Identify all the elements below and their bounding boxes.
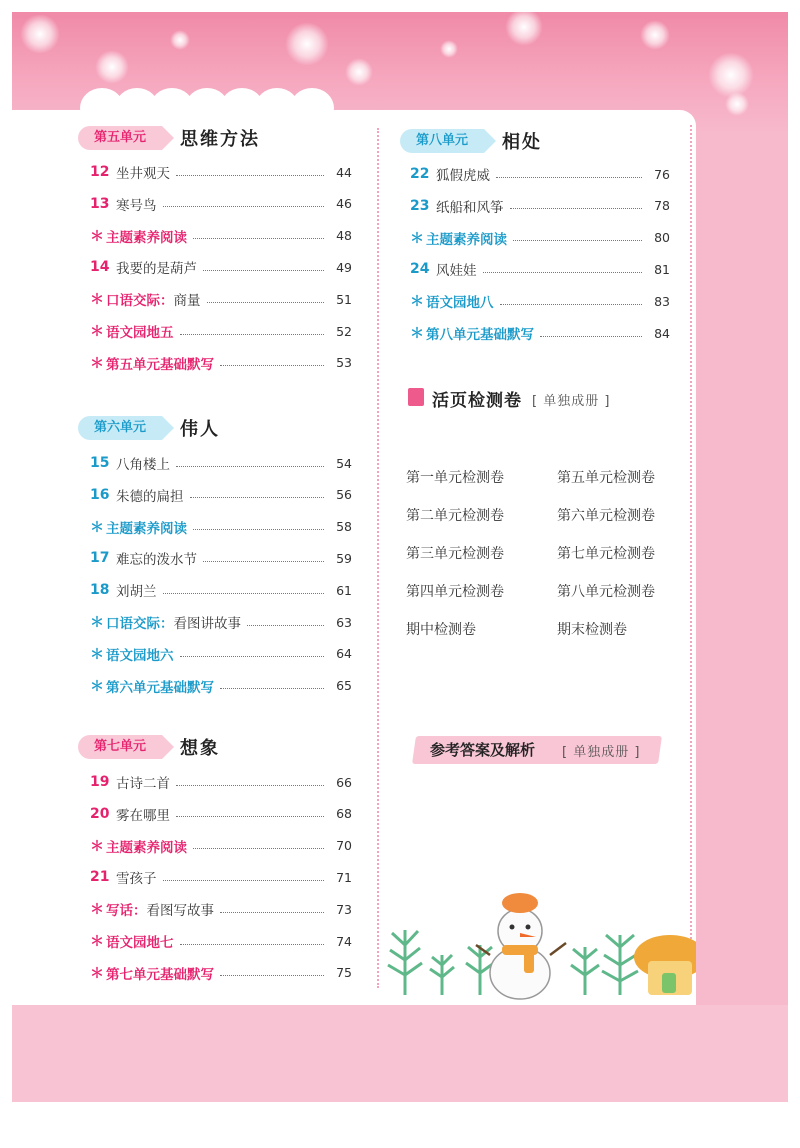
- asterisk-icon: ＊: [90, 902, 104, 919]
- toc-row[interactable]: [410, 194, 670, 218]
- page-number: 65: [336, 678, 352, 694]
- special-title: 语文园地八: [426, 295, 494, 312]
- lesson-number: 16: [90, 486, 110, 503]
- page-number: 48: [336, 228, 352, 244]
- page-number: 52: [336, 323, 352, 339]
- toc-row[interactable]: [90, 961, 352, 985]
- answer-title: 参考答案及解析: [430, 741, 536, 759]
- page-number: 46: [336, 196, 352, 212]
- toc-row[interactable]: [90, 578, 352, 602]
- special-title: 第八单元基础默写: [426, 327, 534, 343]
- test-item[interactable]: 期末检测卷: [557, 622, 627, 638]
- special-title: 主题素养阅读: [426, 231, 507, 248]
- special-subtitle: 看图讲故事: [173, 616, 241, 632]
- toc-row[interactable]: [90, 483, 352, 507]
- dot-leader: [193, 529, 324, 530]
- test-item[interactable]: 第七单元检测卷: [557, 546, 655, 562]
- toc-row[interactable]: [90, 610, 352, 634]
- dot-leader: [500, 304, 643, 305]
- lesson-title: 寒号鸟: [116, 197, 157, 214]
- dot-leader: [247, 625, 324, 626]
- sparkle: [95, 50, 129, 84]
- asterisk-icon: ＊: [90, 355, 104, 372]
- unit-tag: 第七单元: [78, 735, 162, 759]
- special-title: 口语交际：: [106, 293, 174, 310]
- sparkle: [20, 14, 60, 54]
- dot-leader: [220, 688, 324, 689]
- asterisk-icon: ＊: [90, 678, 104, 695]
- toc-row[interactable]: [90, 865, 352, 889]
- dot-leader: [220, 912, 324, 913]
- toc-row[interactable]: [410, 289, 670, 313]
- lesson-title: 狐假虎威: [436, 168, 490, 184]
- page-number: 51: [336, 291, 352, 307]
- asterisk-icon: ＊: [90, 934, 104, 950]
- asterisk-icon: ＊: [90, 646, 104, 663]
- special-subtitle: 商量: [173, 293, 201, 310]
- dot-leader: [190, 497, 325, 498]
- lesson-number: 14: [90, 259, 110, 276]
- toc-row[interactable]: [90, 770, 352, 794]
- dot-leader: [193, 848, 324, 849]
- page-number: 73: [336, 901, 352, 917]
- toc-row[interactable]: [410, 162, 670, 186]
- asterisk-icon: ＊: [90, 838, 104, 855]
- lesson-title: 八角楼上: [116, 457, 170, 473]
- page-number: 61: [336, 582, 352, 598]
- snowman-icon: [476, 893, 566, 999]
- page-number: 66: [336, 774, 352, 790]
- toc-row[interactable]: [410, 321, 670, 345]
- tree-icon: [602, 935, 638, 995]
- page-number: 81: [654, 261, 670, 277]
- toc-row[interactable]: [90, 192, 352, 216]
- dot-leader: [513, 240, 642, 241]
- mushroom-house-icon: [634, 935, 696, 995]
- asterisk-icon: ＊: [90, 228, 104, 245]
- booklet-icon: [408, 388, 424, 406]
- special-title: 语文园地六: [106, 647, 174, 664]
- page-number: 49: [336, 259, 352, 275]
- test-item[interactable]: 第二单元检测卷: [406, 508, 504, 524]
- special-title: 写话：: [106, 903, 147, 920]
- asterisk-icon: ＊: [90, 965, 104, 982]
- test-item[interactable]: 第五单元检测卷: [557, 470, 655, 486]
- lesson-number: 18: [90, 582, 110, 599]
- toc-row[interactable]: [90, 515, 352, 539]
- lesson-number: 22: [410, 166, 430, 182]
- sparkle: [725, 92, 749, 116]
- page-number: 71: [336, 869, 352, 885]
- special-title: 第七单元基础默写: [106, 966, 214, 983]
- dot-leader: [220, 975, 324, 976]
- lesson-title: 难忘的泼水节: [116, 552, 197, 569]
- unit-header: [78, 415, 220, 441]
- unit-tag: 第八单元: [400, 129, 484, 153]
- sparkle: [640, 20, 670, 50]
- test-item[interactable]: 第三单元检测卷: [406, 546, 504, 562]
- toc-row[interactable]: [410, 257, 670, 281]
- lesson-number: 20: [90, 805, 110, 822]
- asterisk-icon: ＊: [410, 326, 424, 342]
- tree-icon: [571, 947, 599, 995]
- page-number: 44: [336, 164, 352, 180]
- asterisk-icon: ＊: [90, 615, 104, 631]
- unit-title: 思维方法: [180, 129, 261, 150]
- special-subtitle: 看图写故事: [146, 903, 214, 920]
- test-item[interactable]: 第八单元检测卷: [557, 584, 655, 600]
- asterisk-icon: ＊: [90, 519, 104, 536]
- test-item[interactable]: 第一单元检测卷: [406, 470, 504, 486]
- toc-row[interactable]: [90, 451, 352, 475]
- dot-leader: [176, 175, 324, 176]
- sparkle: [505, 8, 543, 46]
- page-number: 59: [336, 550, 352, 566]
- page-number: 64: [336, 646, 352, 662]
- toc-row[interactable]: [410, 226, 670, 250]
- toc-row[interactable]: [90, 802, 352, 826]
- unit-title: 伟人: [180, 419, 221, 440]
- special-title: 主题素养阅读: [106, 229, 187, 246]
- page-number: 76: [654, 166, 670, 182]
- tree-icon: [388, 930, 422, 995]
- dot-leader: [483, 272, 643, 273]
- lesson-title: 风娃娃: [436, 263, 477, 280]
- dot-leader: [176, 466, 324, 467]
- special-title: 语文园地五: [106, 325, 174, 341]
- page-number: 80: [654, 230, 670, 246]
- page-number: 54: [336, 455, 352, 471]
- sparkle: [170, 30, 190, 50]
- toc-row[interactable]: [90, 674, 352, 698]
- toc-row[interactable]: [90, 224, 352, 248]
- dot-leader: [540, 336, 642, 337]
- page-number: 53: [336, 355, 352, 371]
- special-title: 口语交际：: [106, 616, 174, 632]
- column-divider: [377, 128, 379, 988]
- dot-leader: [203, 270, 324, 271]
- lesson-number: 24: [410, 261, 430, 278]
- unit-header: [400, 128, 542, 154]
- special-title: 语文园地七: [106, 935, 174, 951]
- dot-leader: [163, 880, 325, 881]
- dot-leader: [176, 785, 324, 786]
- page-number: 70: [336, 838, 352, 854]
- dot-leader: [220, 365, 324, 366]
- asterisk-icon: ＊: [410, 294, 424, 311]
- toc-row[interactable]: [90, 351, 352, 375]
- dot-leader: [180, 656, 325, 657]
- page-number: 58: [336, 519, 352, 535]
- dot-leader: [510, 208, 643, 209]
- asterisk-icon: ＊: [90, 292, 104, 309]
- unit-title: 想象: [180, 738, 221, 759]
- answer-note: [ 单独成册 ]: [562, 745, 641, 760]
- huoye-title: 活页检测卷: [432, 391, 522, 411]
- page-number: 56: [336, 487, 352, 503]
- page-number: 75: [336, 965, 352, 981]
- toc-row[interactable]: [90, 287, 352, 311]
- page-number: 83: [654, 293, 670, 309]
- lesson-title: 坐井观天: [116, 166, 170, 182]
- lesson-number: 23: [410, 197, 430, 214]
- lesson-number: 15: [90, 455, 110, 471]
- test-item[interactable]: 期中检测卷: [406, 622, 476, 638]
- sparkle: [708, 52, 754, 98]
- special-title: 第五单元基础默写: [106, 356, 214, 373]
- lesson-title: 我要的是葫芦: [116, 261, 197, 278]
- lesson-number: 13: [90, 195, 110, 212]
- snowman-illustration: [380, 885, 696, 1005]
- sparkle: [345, 58, 373, 86]
- lesson-title: 朱德的扁担: [116, 488, 184, 505]
- toc-row[interactable]: [90, 319, 352, 343]
- unit-title: 相处: [502, 132, 543, 153]
- dot-leader: [163, 206, 325, 207]
- sparkle: [285, 22, 329, 66]
- toc-row[interactable]: [90, 255, 352, 279]
- page-number: 74: [336, 933, 352, 949]
- page-number: 68: [336, 806, 352, 822]
- dot-leader: [163, 593, 325, 594]
- dot-leader: [176, 816, 324, 817]
- unit-tag: 第五单元: [78, 126, 162, 150]
- test-item[interactable]: 第四单元检测卷: [406, 584, 504, 600]
- unit-header: [78, 125, 260, 151]
- lesson-number: 17: [90, 550, 110, 567]
- page-number: 84: [654, 325, 670, 341]
- toc-row[interactable]: [90, 929, 352, 953]
- sparkle: [440, 40, 458, 58]
- lesson-title: 雪孩子: [116, 871, 157, 888]
- asterisk-icon: ＊: [90, 324, 104, 340]
- lesson-title: 刘胡兰: [116, 584, 157, 601]
- dot-leader: [207, 302, 325, 303]
- lesson-title: 雾在哪里: [116, 807, 170, 824]
- unit-header: [78, 734, 220, 760]
- dot-leader: [180, 944, 325, 945]
- lesson-number: 21: [90, 869, 110, 886]
- unit-tag: 第六单元: [78, 416, 162, 440]
- bottom-band: [12, 1005, 788, 1102]
- asterisk-icon: ＊: [410, 230, 424, 247]
- lesson-title: 纸船和风筝: [436, 199, 504, 216]
- special-title: 主题素养阅读: [106, 839, 187, 856]
- special-title: 主题素养阅读: [106, 520, 187, 537]
- lesson-number: 12: [90, 164, 110, 180]
- toc-row[interactable]: [90, 642, 352, 666]
- huoye-note: [ 单独成册 ]: [532, 394, 611, 409]
- lesson-title: 古诗二首: [116, 776, 170, 792]
- dot-leader: [180, 334, 325, 335]
- toc-row[interactable]: [90, 160, 352, 184]
- test-item[interactable]: 第六单元检测卷: [557, 508, 655, 524]
- tree-icon: [430, 955, 454, 995]
- page-number: 78: [654, 198, 670, 214]
- dot-leader: [193, 238, 324, 239]
- panel-edge-dots: [690, 125, 692, 995]
- page-number: 63: [336, 614, 352, 630]
- toc-row[interactable]: [90, 897, 352, 921]
- dot-leader: [203, 561, 324, 562]
- special-title: 第六单元基础默写: [106, 679, 214, 696]
- lesson-number: 19: [90, 774, 110, 790]
- toc-row[interactable]: [90, 834, 352, 858]
- dot-leader: [496, 177, 642, 178]
- toc-row[interactable]: [90, 546, 352, 570]
